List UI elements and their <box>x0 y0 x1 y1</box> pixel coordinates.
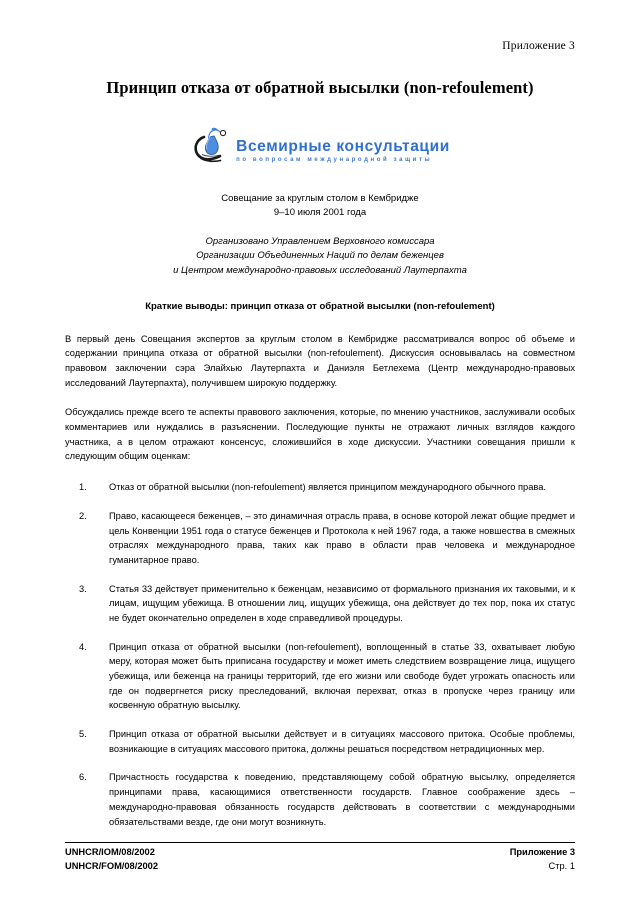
logo-subtitle-text: по вопросам международной защиты <box>236 157 433 164</box>
list-item <box>65 509 575 568</box>
list-item-number: 4. <box>79 641 87 652</box>
organizer-line-3: и Центром международно-правовых исследований Лаутерпахта <box>173 264 467 276</box>
list-item-text: Статья 33 действует применительно к беженцам, независимо от формального признания их таковыми, и к лицам, ищущим убежища. В отношении лиц, ищущих убежища, она действует до тех пор, пока их статус не будет окончательно определен в ходе справедливой процедуры. <box>109 583 575 623</box>
list-item-text: Принцип отказа от обратной высылки действует и в ситуациях массового притока. Особые проблемы, возникающие в ситуациях массового притока, должны решаться посредством нетрадиционных мер. <box>109 729 575 754</box>
footer-doc-code-1: UNHCR/IOM/08/2002 <box>65 847 155 858</box>
list-item-number: 5. <box>79 729 87 740</box>
list-item-text: Причастность государства к поведению, представляющему собой обратную высылку, определяется принципами права, касающимися ответственности государств. Главное соображение здесь – международно-правовая обязанность государств действовать в соответствии с международными обязательствами везде, где они могут возникнуть. <box>109 772 575 827</box>
meeting-location-line: Совещание за круглым столом в Кембридже <box>221 193 419 204</box>
list-item <box>65 727 575 756</box>
list-item-number: 2. <box>79 510 87 521</box>
document-header-annex: Приложение 3 <box>502 40 575 52</box>
meeting-info <box>65 192 575 221</box>
body-paragraph-1: В первый день Совещания экспертов за круглым столом в Кембридже рассматривался вопрос об объеме и содержании принципа отказа от обратной высылки (non-refoulement). Дискуссия основывалась на совместном правовом заключении сэра Элайхью Лаутерпахта и Даниэля Бетлехема (Центр международно-правовых исследований Лаутерпахта), получившем широкую поддержку. <box>65 333 575 388</box>
document-content <box>65 0 575 829</box>
section-heading: Краткие выводы: принцип отказа от обратной высылки (non-refoulement) <box>145 300 495 312</box>
list-item <box>65 640 575 713</box>
document-footer <box>65 842 575 873</box>
list-item-text: Право, касающееся беженцев, – это динамичная отрасль права, в основе которой лежат общие предмет и цель Конвенции 1951 года о статусе беженцев и Протокола к ней 1967 года, а также новшества в смежных отраслях международного права, таких как право в области прав человека и международное гуманитарное право. <box>109 510 575 565</box>
conclusions-list <box>65 480 575 829</box>
body-paragraph-2: Обсуждались прежде всего те аспекты правового заключения, которые, по мнению участников, заслуживали особых комментариев или нуждались в разъяснении. Последующие пункты не отражают личных взглядов каждого участника, а в целом отражают консенсус, сложившийся в ходе дискуссии. Участники совещания пришли к следующим общим оценкам: <box>65 407 575 462</box>
list-item-number: 1. <box>79 482 87 493</box>
organizer-line-2: Организации Объединенных Наций по делам беженцев <box>196 250 444 262</box>
organizer-line-1: Организовано Управлением Верховного комиссара <box>205 235 435 247</box>
organization-logo <box>65 128 575 168</box>
footer-doc-code-2: UNHCR/FOM/08/2002 <box>65 860 158 871</box>
footer-row-2 <box>65 860 575 873</box>
page-title: Принцип отказа от обратной высылки (non-refoulement) <box>106 78 534 97</box>
list-item <box>65 480 575 495</box>
list-item <box>65 770 575 829</box>
footer-annex-label: Приложение 3 <box>509 847 575 858</box>
globe-water-drop-logo-icon <box>190 124 234 168</box>
organizers-block <box>65 235 575 279</box>
footer-page-number: Стр. 1 <box>548 860 575 871</box>
list-item-text: Отказ от обратной высылки (non-refoulement) является принципом международного обычного права. <box>109 482 546 493</box>
footer-row-1 <box>65 846 575 859</box>
meeting-date-line: 9–10 июля 2001 года <box>273 207 367 219</box>
logo-title-text: Всемирные консультации <box>236 137 450 155</box>
footer-divider <box>65 842 575 843</box>
list-item-number: 6. <box>79 772 87 783</box>
list-item-number: 3. <box>79 583 87 594</box>
list-item <box>65 582 575 626</box>
list-item-text: Принцип отказа от обратной высылки (non-refoulement), воплощенный в статье 33, охватывает любую меру, которая может быть приписана государству и может иметь следствием возвращение лица, ищущего убежища, или беженца на границы территорий, где его жизни или свободе будет угрожать опасность или где он подвергнется риску преследований, включая перехват, отказ в пропуске через границу или косвенную обратную высылку. <box>109 641 575 711</box>
